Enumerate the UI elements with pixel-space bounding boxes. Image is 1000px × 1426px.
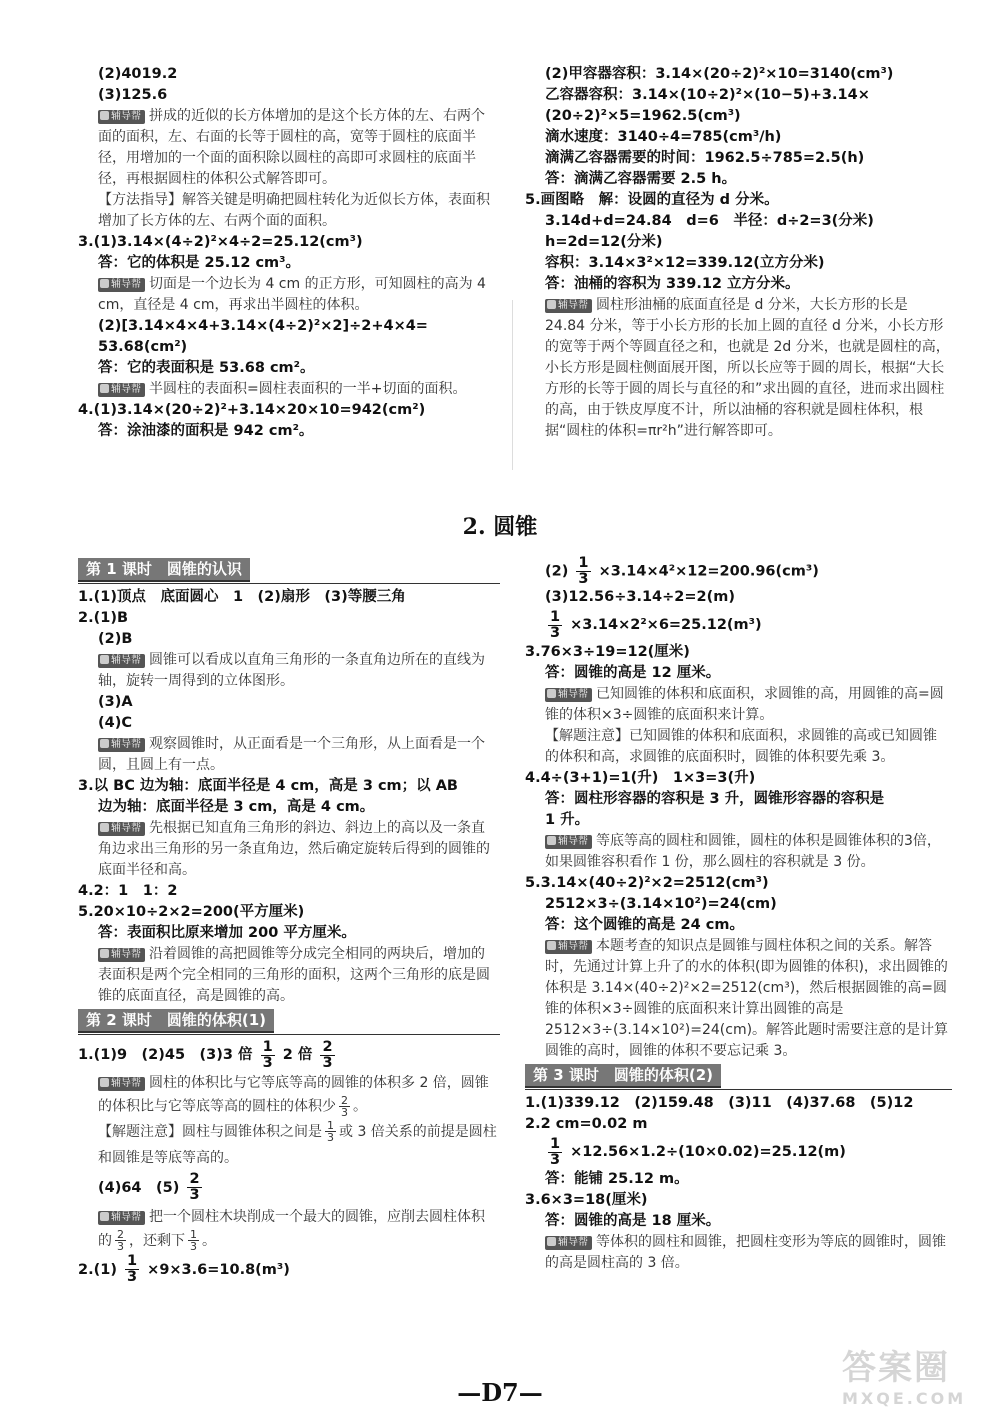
answer-line: (4)C bbox=[98, 715, 132, 731]
fraction: $\frac{1}{3}$ bbox=[550, 608, 561, 641]
answer-line: $\frac{1}{3}$ ×3.14×2²×6=25.12(m³) bbox=[550, 608, 762, 641]
answer-line: (3)A bbox=[98, 694, 133, 710]
answer-line: 3.以 BC 边为轴：底面半径是 4 cm，高是 3 cm；以 AB bbox=[78, 778, 458, 794]
answer-line: 答：表面积比原来增加 200 平方厘米。 bbox=[98, 925, 356, 941]
answer-line: 3.6×3=18(厘米) bbox=[525, 1192, 648, 1208]
bottom-right-column bbox=[525, 556, 950, 1274]
answer-line: $\frac{1}{3}$ ×12.56×1.2÷(10×0.02)=25.12(m) bbox=[550, 1135, 846, 1168]
answer-line: h=2d=12(分米) bbox=[545, 234, 663, 250]
hint-note: 辅导帮 沿着圆锥的高把圆锥等分成完全相同的两块后，增加的表面积是两个完全相同的三角形的面积，这两个三角形的底是圆锥的底面直径，高是圆锥的高。 bbox=[98, 946, 490, 1004]
fraction: $\frac{2}{3}$ bbox=[341, 1094, 348, 1119]
answer-line: (2)4019.2 bbox=[98, 66, 178, 82]
tip-note: 【解题注意】圆柱与圆锥体积之间是 $\frac{1}{3}$ 或 3 倍关系的前提是圆柱和圆锥是等底等高的。 bbox=[98, 1119, 497, 1166]
fraction: $\frac{2}{3}$ bbox=[117, 1228, 124, 1253]
hint-tag: 辅导帮 bbox=[98, 822, 145, 836]
fraction: $\frac{1}{3}$ bbox=[262, 1038, 273, 1071]
lesson-header: 第 1 课时 圆锥的认识 bbox=[78, 558, 250, 582]
tip-note: 【解题注意】已知圆锥的体积和底面积，求圆锥的高或已知圆锥的体积和高，求圆锥的底面积时，圆锥的体积要先乘 3。 bbox=[545, 728, 937, 765]
answer-line: (20÷2)²×5=1962.5(cm³) bbox=[545, 108, 741, 124]
answer-line: 容积：3.14×3²×12=339.12(立方分米) bbox=[545, 255, 825, 271]
hint-icon bbox=[100, 823, 109, 832]
answer-line: (2)B bbox=[98, 631, 133, 647]
method-note: 【方法指导】解答关键是明确把圆柱转化为近似长方体，表面积增加了长方体的左、右两个面的面积。 bbox=[98, 192, 490, 229]
top-right-column bbox=[525, 64, 950, 442]
hint-icon bbox=[547, 941, 556, 950]
hint-tag: 辅导帮 bbox=[98, 654, 145, 668]
answer-line: (2) $\frac{1}{3}$ ×3.14×4²×12=200.96(cm³) bbox=[545, 555, 819, 587]
answer-line: (3)12.56÷3.14÷2=2(m) bbox=[545, 589, 735, 605]
fraction: $\frac{1}{3}$ bbox=[550, 1135, 561, 1168]
hint-note: 辅导帮 已知圆锥的体积和底面积，求圆锥的高，用圆锥的高=圆锥的体积×3÷圆锥的底面积来计算。 bbox=[545, 686, 944, 723]
fraction: $\frac{1}{3}$ bbox=[190, 1228, 197, 1253]
fraction: $\frac{1}{3}$ bbox=[578, 555, 589, 587]
hint-note: 辅导帮 圆柱形油桶的底面直径是 d 分米，大长方形的长是 24.84 分米，等于小长方形的长加上圆的直径 d 分米，小长方形的宽等于两个等圆直径之和，也就是 2d 分米，也就是圆柱的高，小长方形是圆柱侧面展开图，所以长应等于圆的周长，根据“大长方形的长等于圆的周长与直径的和”求出圆的直径，进而求出圆柱的高，由于铁皮厚度不计，所以油桶的容积就是圆柱体积，根据“圆柱的体积=πr²h”进行解答即可。 bbox=[545, 297, 950, 439]
hint-icon bbox=[547, 300, 556, 309]
hint-note: 辅导帮 本题考查的知识点是圆锥与圆柱体积之间的关系。解答时，先通过计算上升了的水的体积(即为圆锥的体积)，求出圆锥的体积是 3.14×(40÷2)²×2=2512(cm³)，然后根据圆锥的高=圆锥的体积×3÷圆锥的底面积来计算出圆锥的高是 2512×3÷(3.14×10²)=24(cm)。解答此题时需要注意的是计算圆锥的高时，圆锥的体积不要忘记乘 3。 bbox=[545, 938, 949, 1059]
page-number: —D7— bbox=[457, 1378, 543, 1407]
answer-line: 答：能铺 25.12 m。 bbox=[545, 1171, 689, 1187]
fraction: $\frac{1}{3}$ bbox=[127, 1253, 138, 1285]
answer-line: 1.(1)9 (2)45 (3)3 倍 $\frac{1}{3}$ 2 倍 $\frac{2}{3}$ bbox=[78, 1038, 333, 1071]
watermark-logo: 答案圈 MXQE.COM bbox=[842, 1348, 967, 1408]
hint-note: 辅导帮 圆锥可以看成以直角三角形的一条直角边所在的直线为轴，旋转一周得到的立体图形。 bbox=[98, 652, 485, 689]
hint-tag: 辅导帮 bbox=[98, 948, 145, 962]
hint-note: 辅导帮 先根据已知直角三角形的斜边、斜边上的高以及一条直角边求出三角形的另一条直角边，然后确定旋转后得到的圆锥的底面半径和高。 bbox=[98, 820, 490, 878]
bottom-left-column bbox=[78, 556, 498, 1287]
answer-line: 2512×3÷(3.14×10²)=24(cm) bbox=[545, 896, 777, 912]
answer-line: 3.76×3÷19=12(厘米) bbox=[525, 644, 690, 660]
answer-line: 答：它的表面积是 53.68 cm²。 bbox=[98, 360, 315, 376]
answer-line: 5.3.14×(40÷2)²×2=2512(cm³) bbox=[525, 875, 769, 891]
hint-tag: 辅导帮 bbox=[545, 688, 592, 702]
answer-line: 答：涂油漆的面积是 942 cm²。 bbox=[98, 423, 314, 439]
column-divider bbox=[512, 300, 513, 470]
hint-icon bbox=[547, 1237, 556, 1246]
hint-note: 辅导帮 观察圆锥时，从正面看是一个三角形，从上面看是一个圆，且圆上有一点。 bbox=[98, 736, 485, 773]
section-title: 2. 圆锥 bbox=[462, 514, 538, 540]
answer-line: 4.2：1 1：2 bbox=[78, 883, 178, 899]
answer-line: 答：油桶的容积为 339.12 立方分米。 bbox=[545, 276, 800, 292]
answer-line: 2.(1)B bbox=[78, 610, 128, 626]
hint-icon bbox=[100, 384, 109, 393]
answer-line: (3)125.6 bbox=[98, 87, 168, 103]
hint-icon bbox=[100, 279, 109, 288]
answer-line: 答：它的体积是 25.12 cm³。 bbox=[98, 255, 301, 271]
hint-tag: 辅导帮 bbox=[98, 383, 145, 397]
hint-icon bbox=[100, 1078, 109, 1087]
answer-line: 4.(1)3.14×(20÷2)²+3.14×20×10=942(cm²) bbox=[78, 402, 426, 418]
answer-line: 3.14d+d=24.84 d=6 半径：d÷2=3(分米) bbox=[545, 213, 874, 229]
hint-icon bbox=[100, 1212, 109, 1221]
answer-line: 1.(1)顶点 底面圆心 1 (2)扇形 (3)等腰三角 bbox=[78, 589, 406, 605]
hint-tag: 辅导帮 bbox=[545, 299, 592, 313]
answer-line: 滴满乙容器需要的时间：1962.5÷785=2.5(h) bbox=[545, 150, 865, 166]
answer-line: 答：圆柱形容器的容积是 3 升，圆锥形容器的容积是 bbox=[545, 791, 885, 807]
answer-line: 答：滴满乙容器需要 2.5 h。 bbox=[545, 171, 737, 187]
fraction: $\frac{2}{3}$ bbox=[189, 1171, 200, 1203]
answer-line: 5.画图略 解：设圆的直径为 d 分米。 bbox=[525, 192, 779, 208]
answer-line: 1 升。 bbox=[545, 812, 590, 828]
lesson-header-bar bbox=[78, 556, 500, 584]
hint-tag: 辅导帮 bbox=[98, 110, 145, 124]
hint-tag: 辅导帮 bbox=[545, 1236, 592, 1250]
answer-line: (2)[3.14×4×4+3.14×(4÷2)²×2]÷2+4×4= bbox=[98, 318, 428, 334]
fraction: $\frac{1}{3}$ bbox=[327, 1119, 334, 1144]
hint-note: 辅导帮 把一个圆柱木块削成一个最大的圆锥，应削去圆柱体积的 $\frac{2}{3}$ ，还剩下 $\frac{1}{3}$ 。 bbox=[98, 1208, 485, 1253]
answer-line: (4)64 (5) $\frac{2}{3}$ bbox=[98, 1171, 200, 1203]
answer-line: 5.20×10÷2×2=200(平方厘米) bbox=[78, 904, 305, 920]
answer-line: (2)甲容器容积：3.14×(20÷2)²×10=3140(cm³) bbox=[545, 66, 894, 82]
hint-icon bbox=[100, 655, 109, 664]
hint-note: 辅导帮 等底等高的圆柱和圆锥，圆柱的体积是圆锥体积的3倍，如果圆锥容积看作 1 份，那么圆柱的容积就是 3 份。 bbox=[545, 833, 941, 870]
answer-line: 乙容器容积：3.14×(10÷2)²×(10−5)+3.14× bbox=[545, 87, 870, 103]
answer-line: 4.4÷(3+1)=1(升) 1×3=3(升) bbox=[525, 770, 756, 786]
hint-icon bbox=[100, 739, 109, 748]
hint-note: 辅导帮 圆柱的体积比与它等底等高的圆锥的体积多 2 倍，圆锥的体积比与它等底等高的圆柱的体积少 $\frac{2}{3}$ 。 bbox=[98, 1075, 489, 1119]
hint-tag: 辅导帮 bbox=[545, 835, 592, 849]
hint-tag: 辅导帮 bbox=[98, 278, 145, 292]
hint-tag: 辅导帮 bbox=[98, 738, 145, 752]
answer-line: 答：圆锥的高是 12 厘米。 bbox=[545, 665, 721, 681]
lesson-header: 第 3 课时 圆锥的体积(2) bbox=[525, 1064, 721, 1088]
hint-note: 辅导帮 拼成的近似的长方体增加的是这个长方体的左、右两个面的面积，左、右面的长等于圆柱的高，宽等于圆柱的底面半径，用增加的一个面的面积除以圆柱的高即可求圆柱的底面半径，再根据圆柱的体积公式解答即可。 bbox=[98, 108, 485, 187]
answer-line: 53.68(cm²) bbox=[98, 339, 188, 355]
answer-line: 2.(1) $\frac{1}{3}$ ×9×3.6=10.8(m³) bbox=[78, 1253, 290, 1285]
answer-line: 3.(1)3.14×(4÷2)²×4÷2=25.12(cm³) bbox=[78, 234, 363, 250]
answer-line: 滴水速度：3140÷4=785(cm³/h) bbox=[545, 129, 782, 145]
hint-icon bbox=[547, 836, 556, 845]
lesson-header: 第 2 课时 圆锥的体积(1) bbox=[78, 1009, 274, 1033]
hint-icon bbox=[547, 689, 556, 698]
answer-line: 2.2 cm=0.02 m bbox=[525, 1116, 648, 1132]
hint-icon bbox=[100, 949, 109, 958]
hint-note: 辅导帮 切面是一个边长为 4 cm 的正方形，可知圆柱的高为 4 cm，直径是 4 cm，再求出半圆柱的体积。 bbox=[98, 276, 486, 313]
hint-tag: 辅导帮 bbox=[98, 1077, 145, 1091]
top-left-column bbox=[78, 64, 498, 442]
hint-tag: 辅导帮 bbox=[545, 940, 592, 954]
hint-note: 辅导帮 半圆柱的表面积=圆柱表面积的一半+切面的面积。 bbox=[78, 379, 498, 400]
hint-tag: 辅导帮 bbox=[98, 1211, 145, 1225]
answer-line: 边为轴：底面半径是 3 cm，高是 4 cm。 bbox=[98, 799, 375, 815]
hint-icon bbox=[100, 111, 109, 120]
answer-line: 答：圆锥的高是 18 厘米。 bbox=[545, 1213, 721, 1229]
fraction: $\frac{2}{3}$ bbox=[322, 1038, 333, 1071]
answer-line: 1.(1)339.12 (2)159.48 (3)11 (4)37.68 (5)12 bbox=[525, 1095, 914, 1111]
lesson-header-bar bbox=[78, 1007, 500, 1035]
lesson-header-bar bbox=[525, 1062, 952, 1090]
answer-line: 答：这个圆锥的高是 24 cm。 bbox=[545, 917, 744, 933]
hint-note: 辅导帮 等体积的圆柱和圆锥，把圆柱变形为等底的圆锥时，圆锥的高是圆柱高的 3 倍。 bbox=[545, 1234, 946, 1271]
